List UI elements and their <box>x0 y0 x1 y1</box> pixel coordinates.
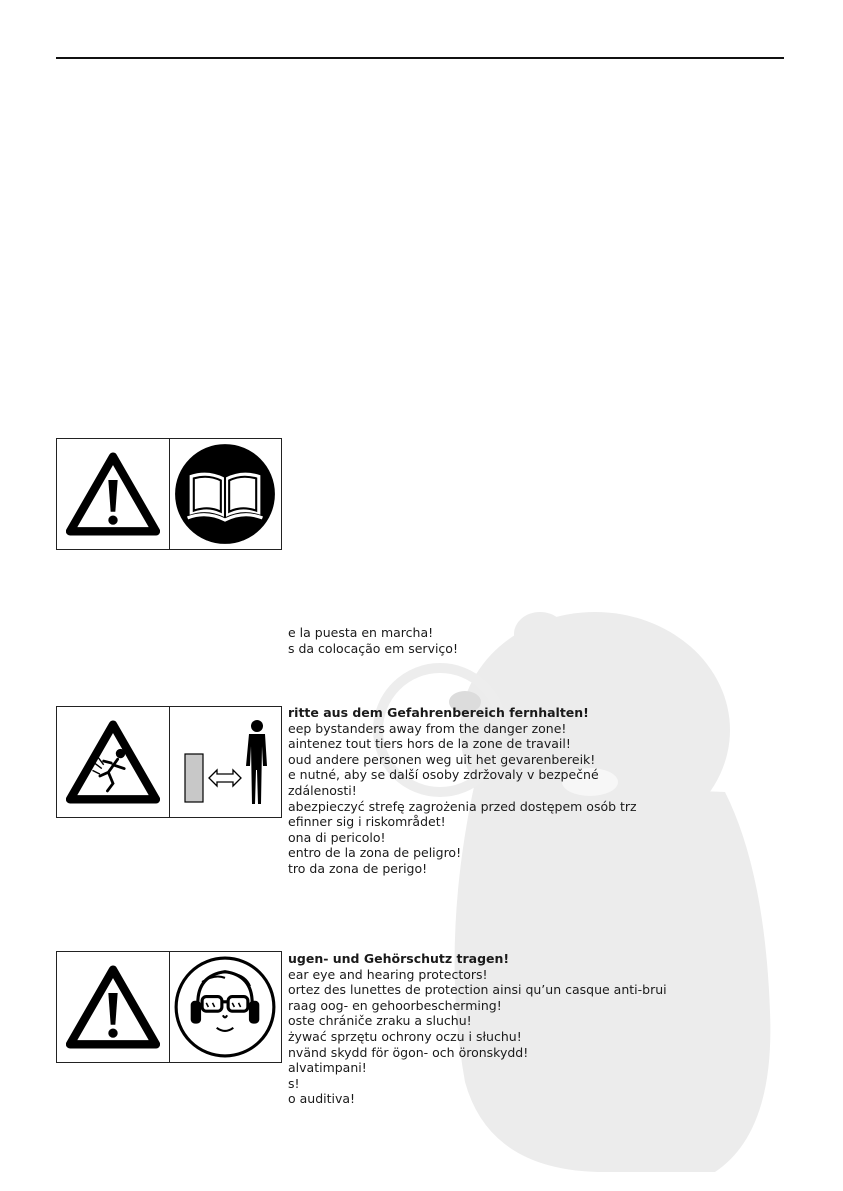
protection-line: alvatimpani! <box>288 1060 367 1076</box>
safety-symbol-box-protection <box>56 951 282 1063</box>
safety-symbol-box-manual <box>56 438 282 550</box>
protection-line: oste chrániče zraku a sluchu! <box>288 1013 472 1029</box>
bystanders-line: tro da zona de perigo! <box>288 860 428 876</box>
protection-line: nvänd skydd för ögon- och öronskydd! <box>288 1044 529 1060</box>
protection-line: ortez des lunettes de protection ainsi qu’un casque anti-brui <box>288 982 667 998</box>
warning-triangle-icon <box>57 439 169 549</box>
read-manual-icon <box>169 439 282 549</box>
bystanders-line: e nutné, aby se další osoby zdržovaly v bezpečné <box>288 767 599 783</box>
keep-distance-icon <box>169 707 282 817</box>
protection-line: s! <box>288 1075 300 1091</box>
warning-triangle-icon <box>57 952 169 1062</box>
bystanders-line-heading: ritte aus dem Gefahrenbereich fernhalten! <box>288 705 589 720</box>
manual-line: e la puesta en marcha! <box>288 625 434 640</box>
protection-line: żywać sprzętu ochrony oczu i słuchu! <box>288 1028 522 1044</box>
bystanders-line: ona di pericolo! <box>288 829 386 845</box>
protection-line: ear eye and hearing protectors! <box>288 966 488 982</box>
bystanders-line: efinner sig i riskområdet! <box>288 814 446 830</box>
bystanders-line: aintenez tout tiers hors de la zone de travail! <box>288 736 571 752</box>
safety-symbol-box-bystanders <box>56 706 282 818</box>
protection-line-heading: ugen- und Gehörschutz tragen! <box>288 951 510 966</box>
bystanders-line: oud andere personen weg uit het gevarenbereik! <box>288 751 596 767</box>
bystanders-line: eep bystanders away from the danger zone! <box>288 720 567 736</box>
protection-line: raag oog- en gehoorbescherming! <box>288 997 502 1013</box>
protection-line: o auditiva! <box>288 1091 356 1107</box>
bystanders-line: entro de la zona de peligro! <box>288 845 462 861</box>
eye-ear-protection-icon <box>169 952 282 1062</box>
bystanders-line: abezpieczyć strefę zagrożenia przed dostępem osób trz <box>288 798 637 814</box>
bystanders-instructions-text <box>288 705 728 877</box>
warning-falling-person-icon <box>57 707 169 817</box>
top-rule <box>56 57 784 59</box>
protection-instructions-text <box>288 951 728 1107</box>
bystanders-line: zdálenosti! <box>288 782 357 798</box>
manual-line: s da colocação em serviço! <box>288 640 458 656</box>
manual-instructions-text <box>288 625 728 656</box>
